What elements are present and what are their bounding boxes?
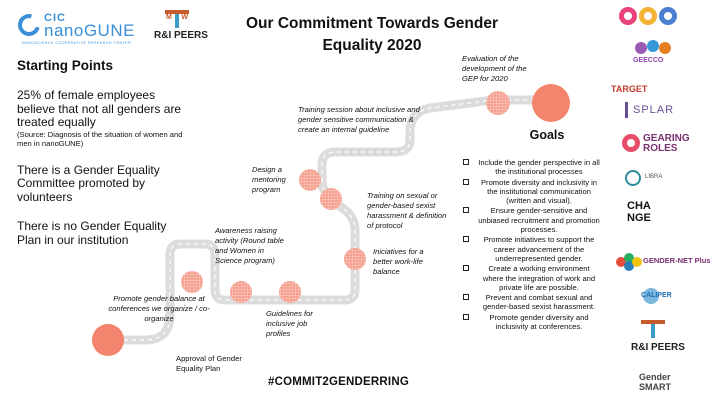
logo-target: TARGET xyxy=(611,84,648,94)
logo-change: CHANGE xyxy=(627,200,651,224)
checkbox-icon xyxy=(463,159,469,165)
nanogune-logo-sub: NANOSCIENCE COOPERATIVE RESEARCH CENTER xyxy=(22,41,132,45)
milestone-promote-balance-marker xyxy=(181,271,203,293)
nanogune-logo-main: nanoGUNE xyxy=(44,21,135,40)
title-line-1: Our Commitment Towards Gender xyxy=(245,15,499,32)
milestone-label-worklife: Iniciatives for a better work-life balance xyxy=(373,247,424,276)
goals-section xyxy=(463,128,601,332)
milestone-harassment-marker xyxy=(320,188,342,210)
partner-logos xyxy=(603,0,720,405)
logo-gendersmart: Gender SMART xyxy=(639,372,671,392)
milestone-label-training-harassment: Training on sexual or gender-based sexist harassment & definition of protocol xyxy=(367,191,447,230)
starting-point-3: There is no Gender Equality Plan in our institution xyxy=(17,219,167,247)
ri-peers-mark-icon: M W xyxy=(165,10,189,28)
title-line-2: Equality 2020 xyxy=(322,37,422,54)
logo-gearing-roles: GEARING ROLES xyxy=(643,133,690,154)
milestone-label-awareness: Awareness raising activity (Round table and Women in Science program) xyxy=(215,226,284,265)
logo-ri-peers-right: R&I PEERS xyxy=(631,342,685,353)
goal-item: Ensure gender-sensitive and unbiased recruitment and promotion processes. xyxy=(463,206,601,234)
milestone-awareness-marker xyxy=(230,281,252,303)
logo-caliper: CALIPER xyxy=(641,292,672,299)
starting-point-1-source: (Source: Diagnosis of the situation of women and men in nanoGUNE) xyxy=(17,129,183,148)
goal-item: Promote gender diversity and inclusivity at conferences. xyxy=(463,313,601,332)
goals-list xyxy=(463,158,601,331)
milestone-label-evaluation: Evaluation of the development of the GEP for 2020 xyxy=(462,54,527,83)
milestone-mentoring-marker xyxy=(299,169,321,191)
goal-item: Promote diversity and inclusivity in the institutional communication (written and visual). xyxy=(463,178,601,206)
milestone-guidelines-marker xyxy=(279,281,301,303)
milestone-start-marker xyxy=(92,324,124,356)
hashtag: #COMMIT2GENDERRING xyxy=(268,376,409,388)
logo-gendernet-plus: GENDER-NET Plus xyxy=(643,256,711,265)
checkbox-icon xyxy=(463,265,469,271)
logo-libra: LIBRA xyxy=(645,174,663,180)
checkbox-icon xyxy=(463,179,469,185)
milestone-label-promote-balance: Promote gender balance at conferences we organize / co-organize xyxy=(108,294,210,323)
checkbox-icon xyxy=(463,236,469,242)
logo-geecco: GEECCO xyxy=(633,57,664,64)
milestone-worklife-marker xyxy=(344,248,366,270)
checkbox-icon xyxy=(463,294,469,300)
milestone-label-guidelines: Guidelines for inclusive job profiles xyxy=(266,309,313,338)
goals-heading: Goals xyxy=(529,128,565,142)
milestone-label-mentoring: Design a mentoring program xyxy=(252,165,286,194)
ri-peers-logo-text: R&I PEERS xyxy=(154,30,208,41)
goal-item: Include the gender perspective in all the institutional processes xyxy=(463,158,601,177)
milestone-end-marker xyxy=(532,84,570,122)
goal-item: Create a working environment where the integration of work and private life are possible. xyxy=(463,264,601,292)
nanogune-logo-top: CIC xyxy=(44,12,66,24)
checkbox-icon xyxy=(463,314,469,320)
goal-item: Promote initiatives to support the career advancement of the underrepresented gender. xyxy=(463,235,601,263)
goal-item: Prevent and combat sexual and gender-based sexist harassment. xyxy=(463,293,601,312)
milestone-evaluation-marker xyxy=(486,91,510,115)
milestone-label-approval: Approval of Gender Equality Plan xyxy=(176,354,242,373)
logo-splar: SPLAR xyxy=(633,104,675,116)
starting-points-heading: Starting Points xyxy=(17,58,114,73)
milestone-label-training-inclusive: Training session about inclusive and gender sensitive communication & create an internal guideline xyxy=(298,105,420,134)
starting-point-2: There is a Gender Equality Committee promoted by volunteers xyxy=(17,162,160,204)
starting-point-1: 25% of female employees believe that not all genders are treated equally xyxy=(17,88,182,129)
checkbox-icon xyxy=(463,207,469,213)
